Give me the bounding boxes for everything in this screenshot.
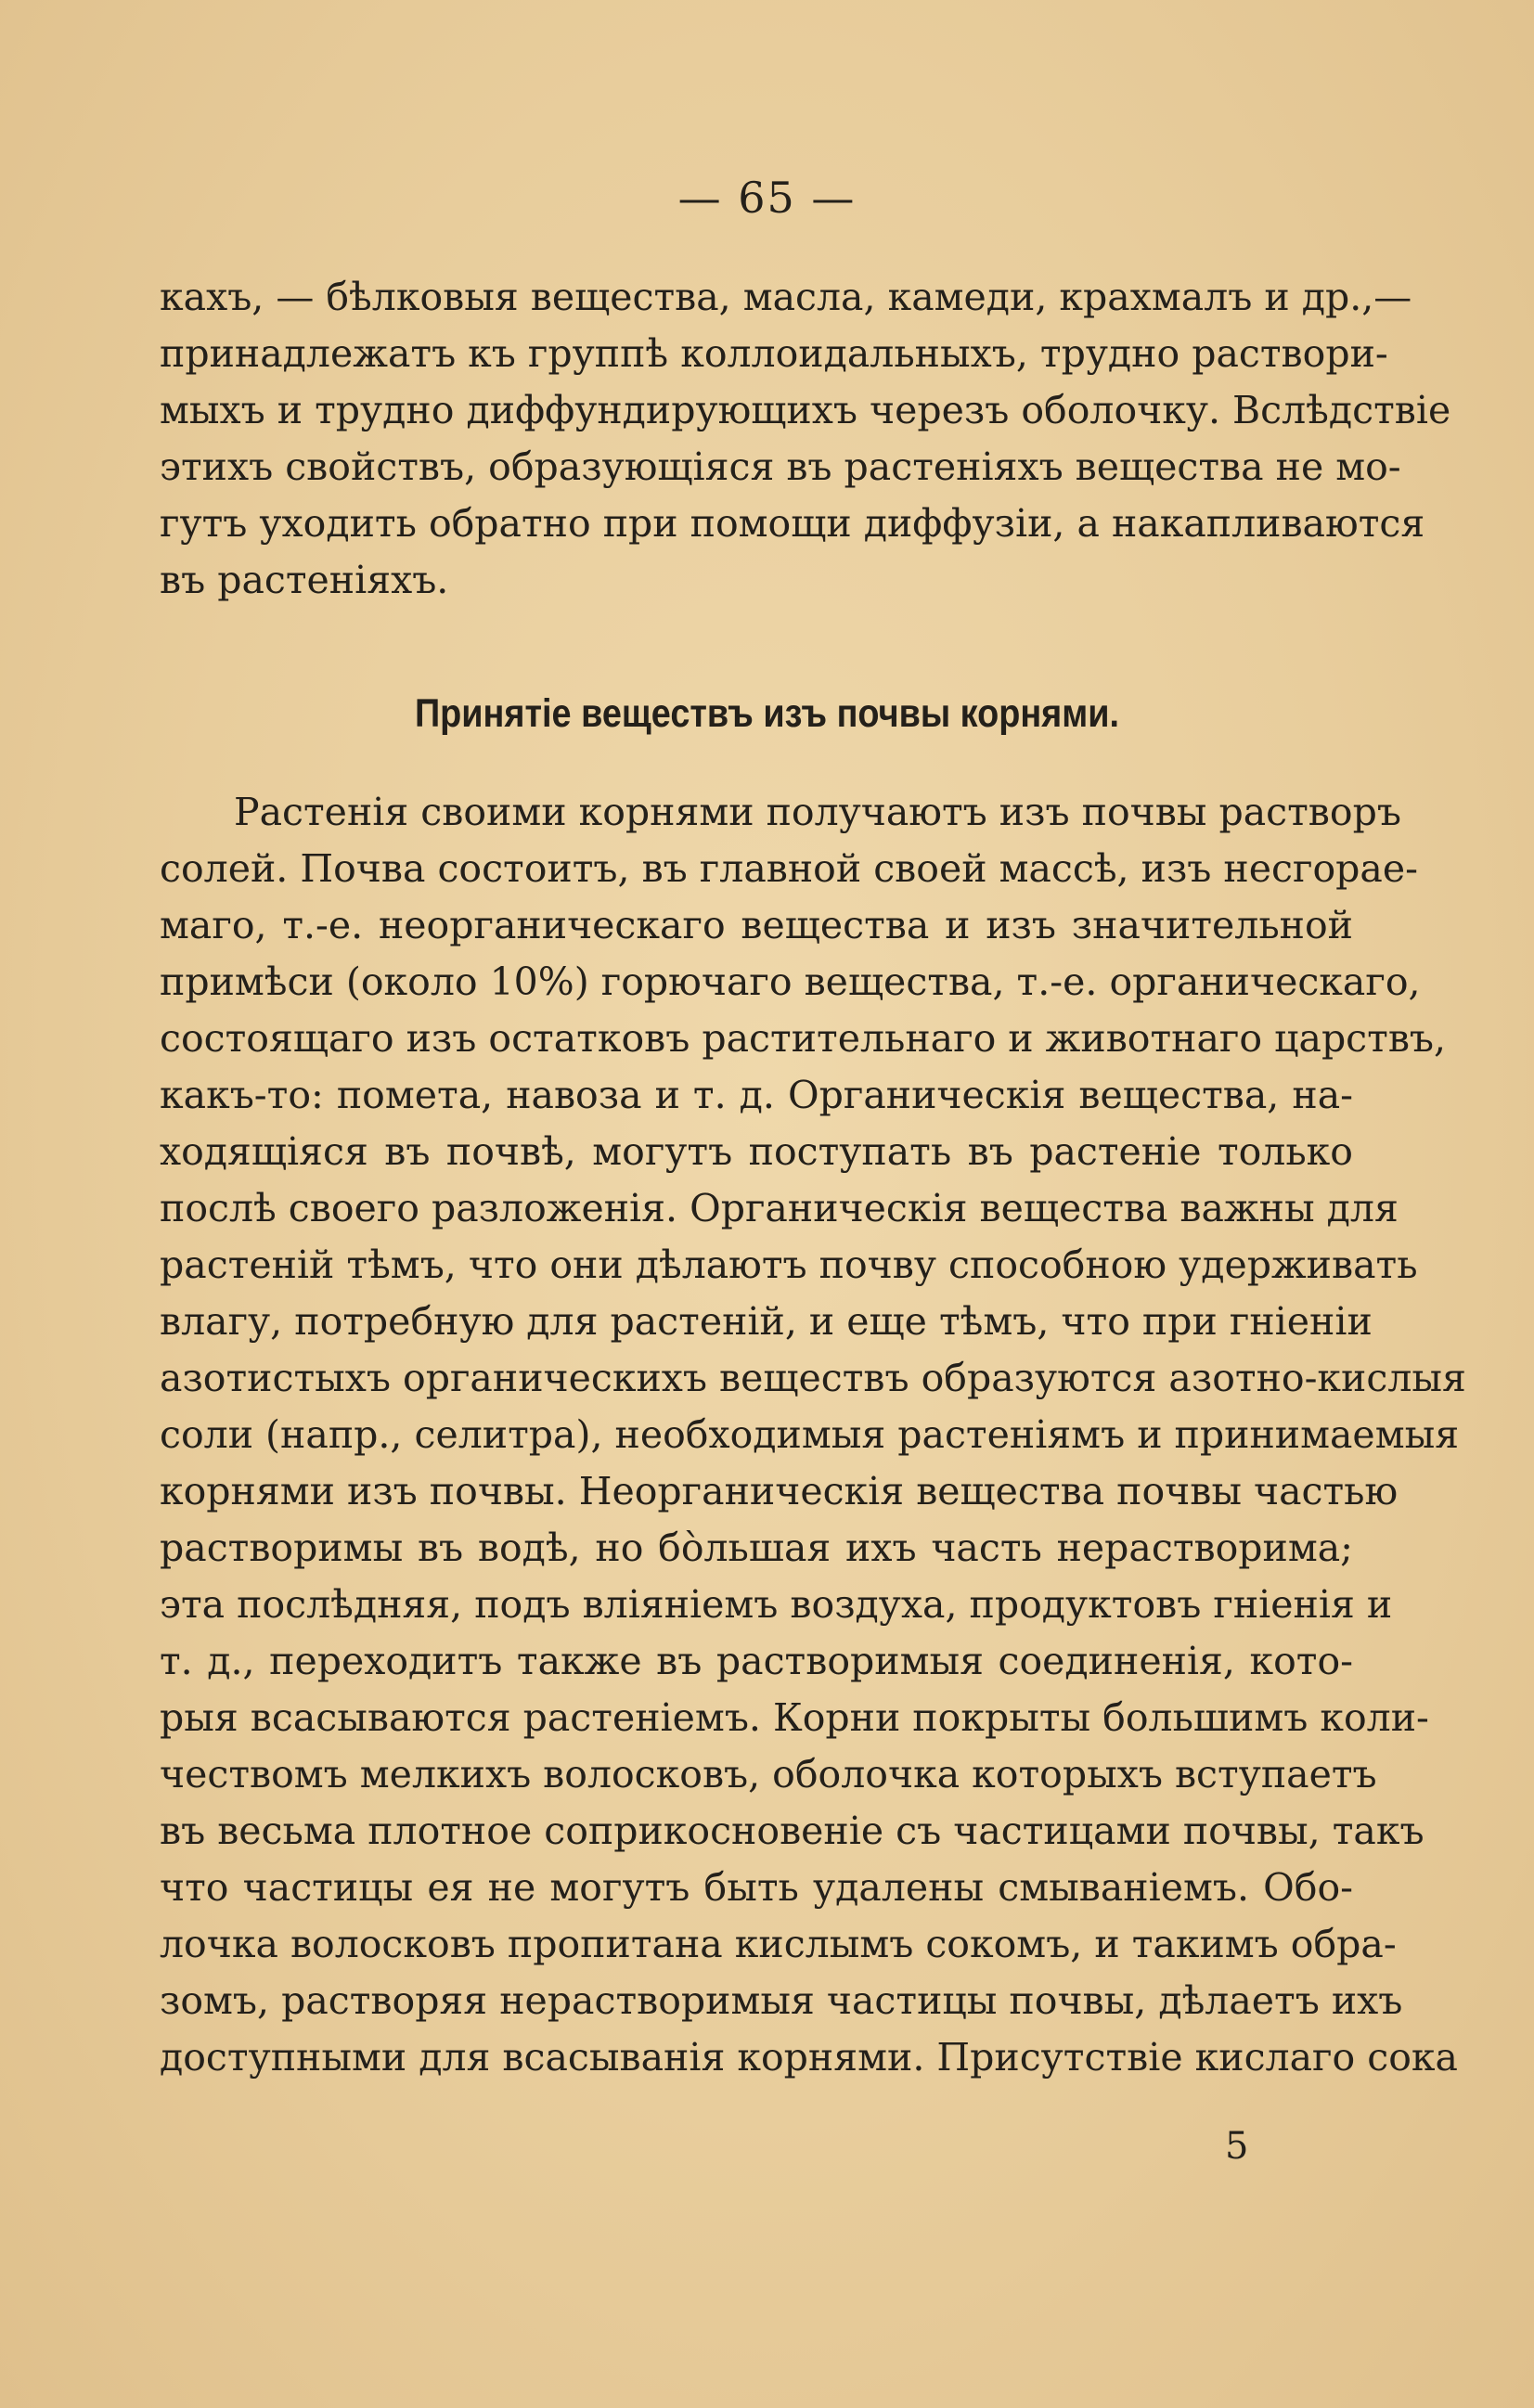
text-line: послѣ своего разложенія. Органическія вещества важны для — [160, 1186, 1399, 1230]
text-line: растворимы въ водѣ, но бо̀льшая ихъ часть нерастворима; — [160, 1526, 1353, 1570]
text-line: что частицы ея не могутъ быть удалены смываніемъ. Обо- — [160, 1865, 1353, 1910]
text-line: кахъ, — бѣлковыя вещества, масла, камеди, крахмалъ и др.,— — [160, 275, 1412, 319]
text-line: примѣси (около 10%) горючаго вещества, т.-е. органическаго, — [160, 959, 1421, 1004]
text-line: корнями изъ почвы. Неорганическія вещества почвы частью — [160, 1469, 1399, 1513]
text-line: эта послѣдняя, подъ вліяніемъ воздуха, продуктовъ гніенія и — [160, 1582, 1393, 1627]
paragraph-main — [160, 784, 1466, 2086]
text-line: азотистыхъ органическихъ веществъ образуются азотно-кислыя — [160, 1356, 1466, 1400]
text-line: Растенія своими корнями получаютъ изъ почвы растворъ — [234, 790, 1401, 834]
section-heading: Принятіе веществъ изъ почвы корнями. — [414, 691, 1120, 736]
text-line: т. д., переходитъ также въ растворимыя соединенія, кото- — [160, 1639, 1353, 1683]
text-line: зомъ, растворяя нерастворимыя частицы почвы, дѣлаетъ ихъ — [160, 1978, 1403, 2023]
paragraph-continuation — [160, 269, 1451, 609]
text-line: въ весьма плотное соприкосновеніе съ частицами почвы, такъ — [160, 1809, 1424, 1853]
text-line: принадлежатъ къ группѣ коллоидальныхъ, трудно раствори- — [160, 331, 1388, 376]
text-line: этихъ свойствъ, образующіяся въ растеніяхъ вещества не мо- — [160, 444, 1401, 489]
text-line: состоящаго изъ остатковъ растительнаго и животнаго царствъ, — [160, 1016, 1447, 1061]
text-line: рыя всасываются растеніемъ. Корни покрыты большимъ коли- — [160, 1695, 1429, 1740]
text-line: растеній тѣмъ, что они дѣлаютъ почву способною удерживать — [160, 1243, 1418, 1287]
text-line: доступными для всасыванія корнями. Присутствіе кислаго сока — [160, 2035, 1458, 2080]
page-number: — 65 — — [677, 173, 857, 223]
text-line: чествомъ мелкихъ волосковъ, оболочка которыхъ вступаетъ — [160, 1752, 1377, 1796]
text-line: гутъ уходить обратно при помощи диффузіи, а накапливаются — [160, 501, 1425, 546]
text-line: мыхъ и трудно диффундирующихъ черезъ оболочку. Вслѣдствіе — [160, 388, 1451, 432]
signature-mark: 5 — [1225, 2125, 1249, 2168]
text-line: ходящіяся въ почвѣ, могутъ поступать въ растеніе только — [160, 1129, 1353, 1174]
text-line: какъ-то: помета, навоза и т. д. Органическія вещества, на- — [160, 1073, 1353, 1117]
text-line: солей. Почва состоитъ, въ главной своей массѣ, изъ несгорае- — [160, 846, 1418, 891]
text-line: соли (напр., селитра), необходимыя растеніямъ и принимаемыя — [160, 1412, 1460, 1457]
text-line: лочка волосковъ пропитана кислымъ сокомъ, и такимъ обра- — [160, 1922, 1397, 1966]
text-line: въ растеніяхъ. — [160, 558, 449, 602]
text-line: влагу, потребную для растеній, и еще тѣмъ, что при гніеніи — [160, 1299, 1373, 1344]
text-line: маго, т.-е. неорганическаго вещества и изъ значительной — [160, 903, 1353, 947]
